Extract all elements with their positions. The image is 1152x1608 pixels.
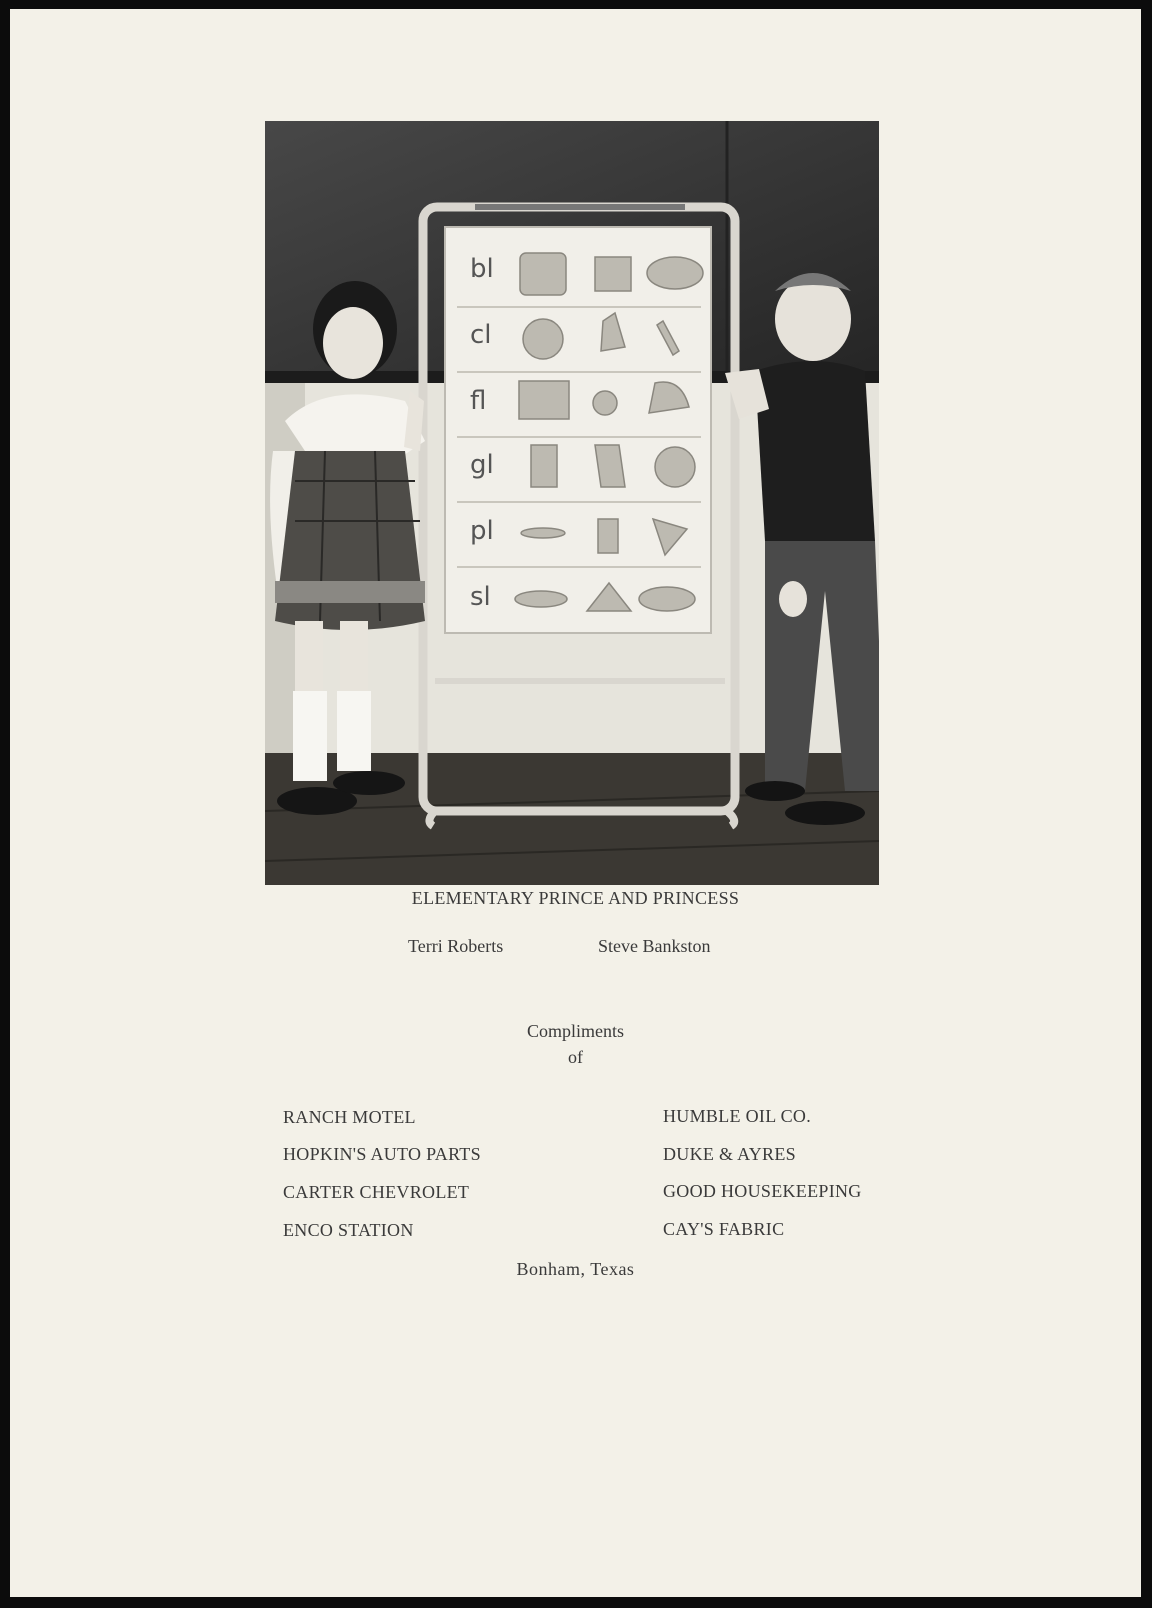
compliments-line: of [568,1047,583,1067]
chart-row-label: bl [470,254,494,284]
sponsor-location: Bonham, Texas [516,1259,635,1279]
photo-prince-and-princess [265,121,879,885]
sponsor-name: RANCH MOTEL [283,1107,416,1127]
chart-row-label: cl [470,320,492,350]
sponsor-name: ENCO STATION [283,1220,414,1240]
compliments-line: Compliments [526,1021,624,1041]
sponsor-name: CAY'S FABRIC [663,1219,785,1239]
caption-name-princess: Terri Roberts [408,936,504,956]
sponsor-name: GOOD HOUSEKEEPING [663,1181,862,1201]
chart-row-label: fl [470,386,487,416]
photo-illustration [265,121,879,885]
yearbook-page [10,9,1141,1597]
compliments-heading [10,1018,1141,1070]
sponsor-name: CARTER CHEVROLET [283,1182,470,1202]
sponsor-name: HUMBLE OIL CO. [663,1106,812,1126]
caption-name-prince: Steve Bankston [598,936,711,956]
chart-row-label: pl [470,516,494,546]
chart-row-label: sl [470,582,491,612]
sponsor-name: DUKE & AYRES [663,1144,796,1164]
photo-caption-title: ELEMENTARY PRINCE AND PRINCESS [411,888,740,908]
sponsor-name: HOPKIN'S AUTO PARTS [283,1144,481,1164]
chart-row-label: gl [470,450,494,480]
